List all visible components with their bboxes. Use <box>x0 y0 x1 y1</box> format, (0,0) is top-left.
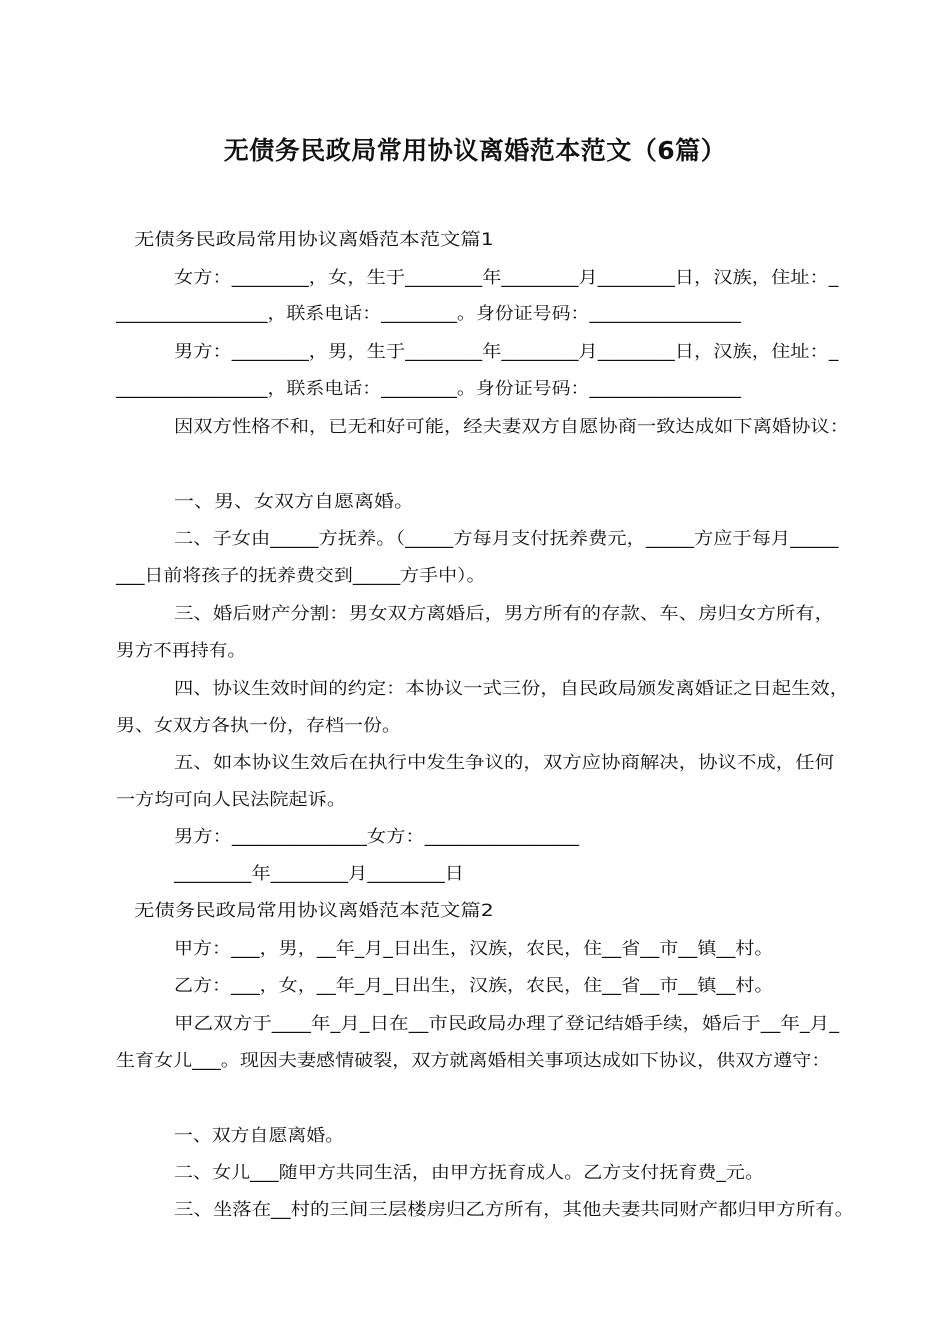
paragraph-line: 乙方：___，女，__年_月_日出生，汉族，农民，住__省__市__镇__村。 <box>174 976 774 996</box>
clause-line: 二、子女由_____方抚养。（_____方每月支付抚养费元，_____方应于每月_____ <box>174 529 839 549</box>
section-heading-2: 无债务民政局常用协议离婚范本范文篇2 <box>134 901 494 921</box>
clause-line: 一、双方自愿离婚。 <box>174 1126 344 1146</box>
clause-line: 一方均可向人民法院起诉。 <box>116 790 346 810</box>
paragraph-line: 因双方性格不和，已无和好可能，经夫妻双方自愿协商一致达成如下离婚协议： <box>174 417 849 437</box>
paragraph-line: ________________，联系电话：________。身份证号码：________________ <box>116 304 741 324</box>
paragraph-line: 生育女儿___。现因夫妻感情破裂，双方就离婚相关事项达成如下协议，供双方遵守： <box>116 1051 831 1071</box>
clause-line: 一、男、女双方自愿离婚。 <box>174 492 414 512</box>
clause-line: 三、婚后财产分割：男女双方离婚后，男方所有的存款、车、房归女方所有， <box>174 604 834 624</box>
paragraph-line: 甲方：___，男，__年_月_日出生，汉族，农民，住__省__市__镇__村。 <box>174 939 774 959</box>
clause-line: 五、如本协议生效后在执行中发生争议的，双方应协商解决，协议不成，任何 <box>174 753 834 773</box>
clause-line: 二、女儿___随甲方共同生活，由甲方抚育成人。乙方支付抚育费_元。 <box>174 1163 764 1183</box>
clause-line: 三、坐落在__村的三间三层楼房归乙方所有，其他夫妻共同财产都归甲方所有。 <box>174 1200 854 1220</box>
clause-line: 男方不再持有。 <box>116 641 246 661</box>
paragraph-line: ________________，联系电话：________。身份证号码：________________ <box>116 379 741 399</box>
clause-line: ___日前将孩子的抚养费交到_____方手中）。 <box>116 566 486 586</box>
clause-line: 四、协议生效时间的约定：本协议一式三份，自民政局颁发离婚证之日起生效， <box>174 679 849 699</box>
clause-line: 男、女双方各执一份，存档一份。 <box>116 716 401 736</box>
section-heading-1: 无债务民政局常用协议离婚范本范文篇1 <box>134 230 494 250</box>
signature-line: 男方：______________女方：________________ <box>174 827 579 847</box>
paragraph-line: 男方：________，男，生于________年________月________日，汉族，住址：_ <box>174 342 839 362</box>
paragraph-line: 女方：________，女，生于________年________月________日，汉族，住址：_ <box>174 268 839 288</box>
paragraph-line: 甲乙双方于____年_月_日在__市民政局办理了登记结婚手续，婚后于__年_月_ <box>174 1014 839 1034</box>
document-title: 无债务民政局常用协议离婚范本范文（6篇） <box>223 136 727 165</box>
date-line: ________年________月________日 <box>174 864 464 884</box>
